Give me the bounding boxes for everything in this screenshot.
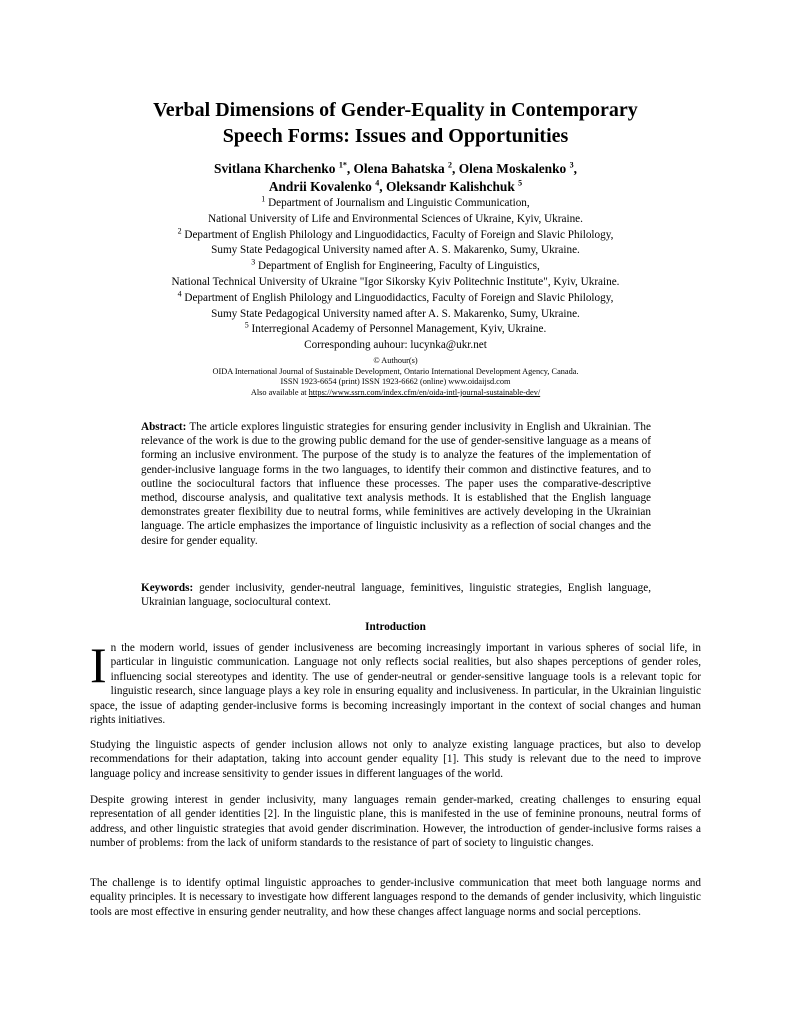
copyright-block [60,356,731,398]
affiliation-line: Sumy State Pedagogical University named after A. S. Makarenko, Sumy, Ukraine. [211,244,580,257]
author-sup: 3 [569,160,574,170]
keywords-text: gender inclusivity, gender-neutral language, feminitives, linguistic strategies, English language, Ukrainian language, sociocultural context. [141,582,651,609]
copyright-line: © Authour(s) [373,356,418,365]
author-sup: 1* [338,160,347,170]
ssrn-link[interactable]: https://www.ssrn.com/index.cfm/en/oida-intl-journal-sustainable-dev/ [308,387,541,397]
author-name: Andrii Kovalenko [268,179,372,194]
availability-line: Also available at https://www.ssrn.com/index.cfm/en/oida-intl-journal-sustainable-dev/ [250,387,541,397]
title-line-1: Verbal Dimensions of Gender-Equality in Contemporary [153,99,638,121]
affiliations [60,196,731,354]
abstract-text: The article explores linguistic strategies for ensuring gender inclusivity in English and Ukrainian. The relevance of the work is due to the growing public demand for the use of gender-sensitive language as a means of forming an inclusive environment. The purpose of the study is to analyze the features of the implementation of gender-inclusive language forms in the two languages, to identify their common and distinctive features, and to outline the sociocultural factors that influence these processes. The paper uses the comparative-descriptive method, discourse analysis, and qualitative text analysis methods. It is established that the English language demonstrates greater flexibility due to neutral forms, while feminitives are actively developing in the Ukrainian language. The article emphasizes the importance of linguistic inclusivity as a reflection of social changes and the desire for gender equality. [141,421,651,547]
author-sup: 4 [375,178,380,188]
affiliation-line: National Technical University of Ukraine "Igor Sikorsky Kyiv Politechnic Institute", Kyiv, Ukraine. [171,275,620,288]
journal-line: OIDA International Journal of Sustainable Development, Ontario International Development Agency, Canada. [212,366,579,376]
body-paragraph: The challenge is to identify optimal linguistic approaches to gender-inclusive communication that meet both language norms and equality principles. It is necessary to investigate how different languages respond to the demands of gender inclusivity, which linguistic tools are most effective in ensuring gender neutrality, and how these changes affect language norms and social perceptions. [90,877,701,918]
affiliation-line: $^4$ Department of English Philology and Linguodidactics, Faculty of Foreign and Slavic Philology, [177,289,614,304]
affiliation-line: $^2$ Department of English Philology and Linguodidactics, Faculty of Foreign and Slavic Philology, [177,225,614,241]
author-name: Oleksandr Kalishchuk [385,179,515,194]
body-paragraph: Studying the linguistic aspects of gender inclusion allows not only to analyze existing language practices, but also to develop recommendations for their adaptation, taking into account gender equality [1]. This study is relevant due to the need to improve language policy and increase sensitivity to gender issues in different languages of the world. [90,739,701,780]
drop-cap: I [90,637,107,693]
title-line-2: Speech Forms: Issues and Opportunities [222,125,569,147]
paper-title [60,97,731,149]
author-list [60,160,731,196]
affiliation-line: Sumy State Pedagogical University named after A. S. Makarenko, Sumy, Ukraine. [211,307,580,320]
author-name: Svitlana Kharchenko [214,161,336,176]
author-sup: 2 [448,160,453,170]
affiliation-line: National University of Life and Environmental Sciences of Ukraine, Kyiv, Ukraine. [208,212,583,225]
abstract-label: Abstract: [141,421,187,433]
author-name: Olena Moskalenko [458,161,567,176]
issn-line: ISSN 1923-6654 (print) ISSN 1923-6662 (online) www.oidaijsd.com [280,377,511,386]
author-sup: 5 [518,178,523,188]
body-paragraph: Despite growing interest in gender inclusivity, many languages remain gender-marked, creating challenges to ensuring equal representation of all gender identities [2]. In the linguistic plane, this is manifested in the use of feminine pronouns, neutral forms of address, and other linguistic strategies that avoid gender discrimination. However, the introduction of gender-inclusive forms raises a number of problems: from the lack of uniform standards to the resistance of part of society to linguistic changes. [90,794,701,850]
keywords-label: Keywords: [141,582,194,594]
section-heading-introduction: Introduction [365,621,426,633]
affiliation-line: $^1$ Department of Journalism and Linguistic Communication, [261,194,530,209]
affiliation-line: $^3$ Department of English for Engineering, Faculty of Linguistics, [251,257,540,273]
abstract [141,420,651,548]
corresponding-author: Corresponding auhour: lucynka@ukr.net [304,339,487,352]
author-line-1: Svitlana Kharchenko $^{1*}$, Olena Bahatska $^2$, Olena Moskalenko $^3$, [214,160,577,176]
affiliation-line: $^5$ Interregional Academy of Personnel Management, Kyiv, Ukraine. [244,320,547,336]
body-paragraph: In the modern world, issues of gender inclusiveness are becoming increasingly important in various spheres of social life, in particular in linguistic communication. Language not only reflects social realities, but also shapes perceptions of gender roles, influencing social stereotypes and identity. The use of gender-neutral or gender-sensitive language tools is a relevant topic for linguistic research, since language plays a key role in ensuring equality and inclusiveness. In particular, in the Ukrainian linguistic space, the issue of adapting gender-inclusive forms is becoming increasingly important in the context of social changes and human rights initiatives. [90,637,701,727]
author-name: Olena Bahatska [353,161,445,176]
author-line-2: Andrii Kovalenko $^4$, Oleksandr Kalishchuk $^5$ [268,178,523,194]
keywords [141,581,651,609]
